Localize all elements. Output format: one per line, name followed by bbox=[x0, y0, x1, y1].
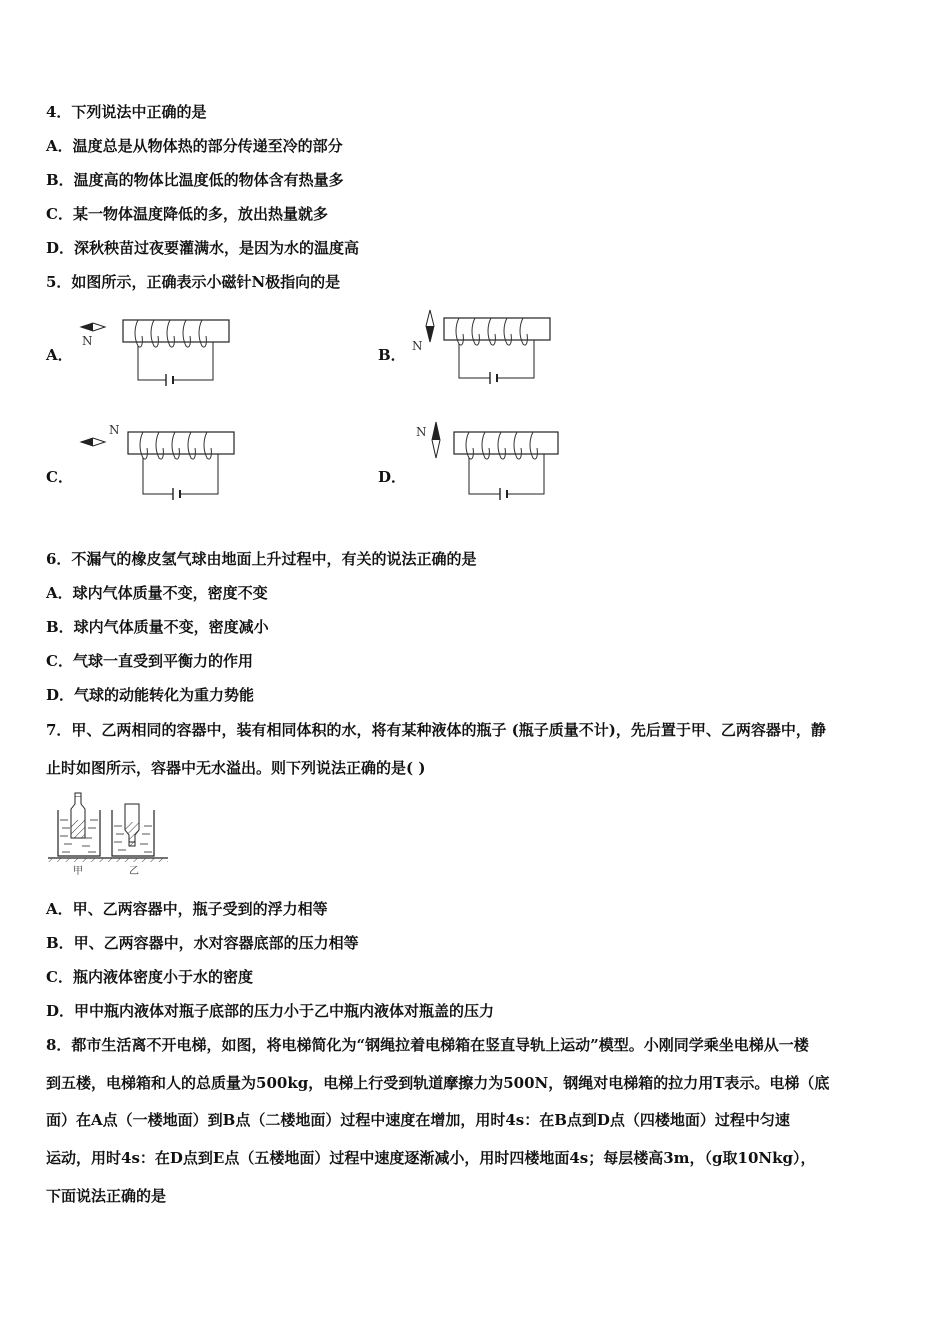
solenoid-core bbox=[128, 432, 234, 454]
q5-figure-c bbox=[76, 418, 241, 500]
solenoid-core bbox=[454, 432, 558, 454]
q5-option-c-label: C． bbox=[46, 468, 73, 486]
container-jia bbox=[58, 793, 100, 856]
solenoid-core bbox=[444, 318, 550, 340]
q5-option-b-label: B． bbox=[378, 346, 406, 364]
q5-stem: 5．如图所示，正确表示小磁针N极指向的是 bbox=[46, 273, 341, 291]
q8-line-1: 8．都市生活离不开电梯，如图，将电梯简化为“钢绳拉着电梯箱在竖直导轨上运动”模型。小刚同学乘坐电梯从一楼 bbox=[46, 1036, 809, 1054]
q5-figure-a bbox=[76, 312, 236, 388]
needle-n-label: N bbox=[82, 334, 93, 348]
q8-line-4: 运动，用时4s：在D点到E点（五楼地面）过程中速度逐渐减小，用时四楼地面4s；每层楼高3m，（g取10Nkg）， bbox=[46, 1149, 816, 1167]
needle-n-label: N bbox=[109, 423, 120, 437]
q7-option-c: C．瓶内液体密度小于水的密度 bbox=[46, 968, 253, 986]
q6-option-b: B．球内气体质量不变，密度减小 bbox=[46, 618, 269, 636]
q5-figure-d bbox=[414, 420, 564, 500]
q7-option-a: A．甲、乙两容器中，瓶子受到的浮力相等 bbox=[46, 900, 328, 918]
needle-n-label: N bbox=[412, 339, 423, 353]
q7-option-b: B．甲、乙两容器中，水对容器底部的压力相等 bbox=[46, 934, 359, 952]
q4-stem: 4．下列说法中正确的是 bbox=[46, 103, 207, 121]
q4-option-c: C．某一物体温度降低的多，放出热量就多 bbox=[46, 205, 328, 223]
q6-option-c: C．气球一直受到平衡力的作用 bbox=[46, 652, 253, 670]
q4-option-b: B．温度高的物体比温度低的物体含有热量多 bbox=[46, 171, 344, 189]
q8-line-2: 到五楼，电梯箱和人的总质量为500kg，电梯上行受到轨道摩擦力为500N，钢绳对电梯箱的拉力用T表示。电梯（底 bbox=[46, 1074, 830, 1092]
q7-stem-line-2: 止时如图所示，容器中无水溢出。则下列说法正确的是( ) bbox=[46, 759, 426, 777]
q6-option-d: D．气球的动能转化为重力势能 bbox=[46, 686, 255, 704]
q7-option-d: D．甲中瓶内液体对瓶子底部的压力小于乙中瓶内液体对瓶盖的压力 bbox=[46, 1002, 495, 1020]
bottle-inverted bbox=[125, 804, 139, 846]
q5-option-a-label: A． bbox=[46, 346, 73, 364]
q4-option-a: A．温度总是从物体热的部分传递至冷的部分 bbox=[46, 137, 343, 155]
label-yi: 乙 bbox=[129, 866, 139, 877]
q7-figure-containers bbox=[44, 790, 174, 880]
needle-n-label: N bbox=[416, 425, 427, 439]
q4-option-d: D．深秋秧苗过夜要灌满水，是因为水的温度高 bbox=[46, 239, 360, 257]
q6-option-a: A．球内气体质量不变，密度不变 bbox=[46, 584, 268, 602]
label-jia: 甲 bbox=[73, 866, 83, 877]
q6-stem: 6．不漏气的橡皮氢气球由地面上升过程中，有关的说法正确的是 bbox=[46, 550, 477, 568]
container-yi bbox=[112, 804, 154, 856]
solenoid-core bbox=[123, 320, 229, 342]
q8-line-3: 面）在A点（一楼地面）到B点（二楼地面）过程中速度在增加，用时4s：在B点到D点（四楼地面）过程中匀速 bbox=[46, 1111, 790, 1129]
bottle-upright bbox=[71, 793, 85, 838]
q5-option-d-label: D． bbox=[378, 468, 407, 486]
q8-line-5: 下面说法正确的是 bbox=[46, 1187, 167, 1205]
q7-stem-line-1: 7．甲、乙两相同的容器中，装有相同体积的水，将有某种液体的瓶子 (瓶子质量不计)，先后置于甲、乙两容器中，静 bbox=[46, 721, 826, 739]
q5-figure-b bbox=[408, 308, 558, 388]
